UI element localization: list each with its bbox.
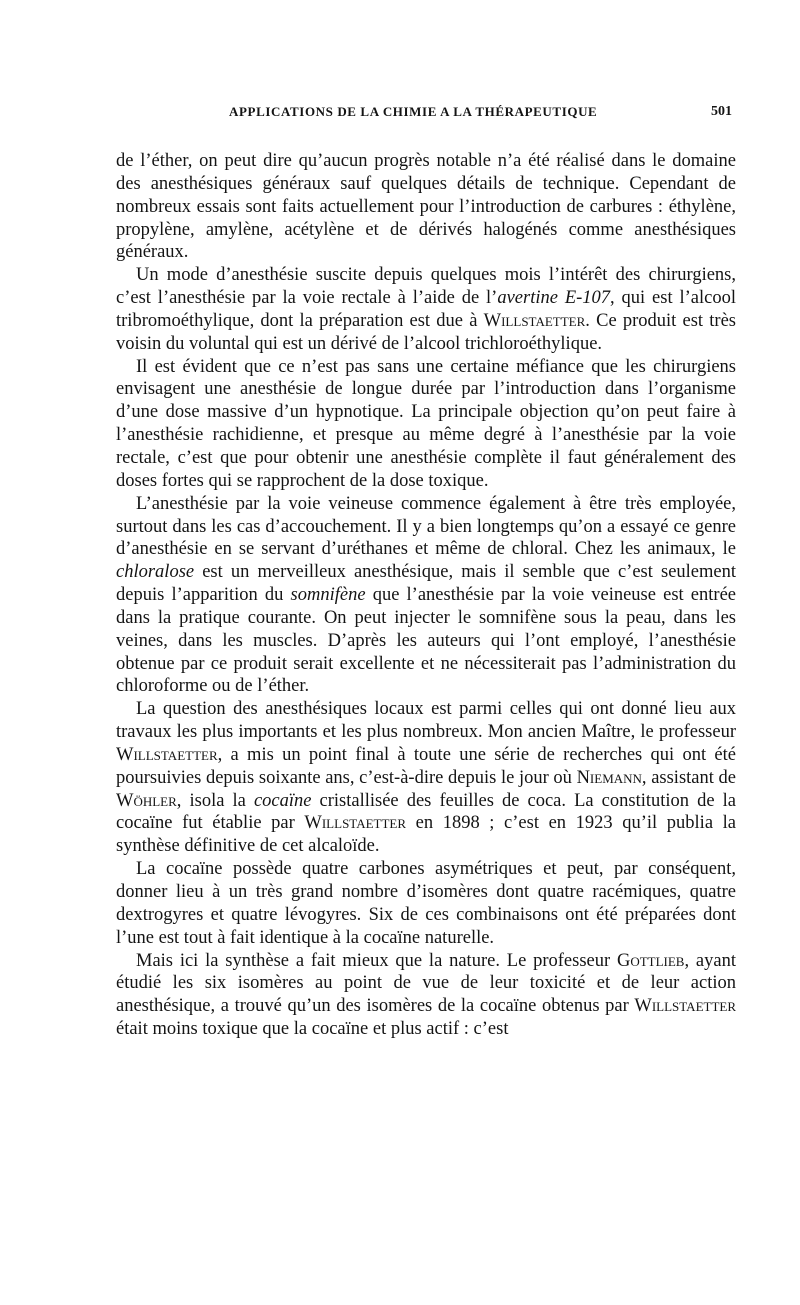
paragraph [116, 698, 736, 858]
text-run: , a mis un point final à toute une série de recherches qui ont été poursuivies depuis soixante ans, c’est-à-dire depuis le jour où [116, 744, 736, 788]
paragraph [116, 356, 736, 493]
text-run: Mais ici la synthèse a fait mieux que la nature. Le professeur [136, 950, 617, 971]
text-run: Il est évident que ce n’est pas sans une certaine méfiance que les chirurgiens envisagent une anesthésie de longue durée par l’introduction dans l’organisme d’une dose massive d’un hypnotique. La principale objection qu’on peut faire à l’anesthésie rachidienne, et presque au même degré à l’anesthésie par la voie rectale, c’est que pour obtenir une anesthésie complète il faut généralement des doses fortes qui se rapprochent de la dose toxique. [116, 356, 736, 491]
text-run: était moins toxique que la cocaïne et plus actif : c’est [116, 1019, 509, 1040]
paragraph [116, 264, 736, 355]
author-name: Wöhler [116, 790, 177, 811]
page-number: 501 [711, 104, 732, 119]
italic-term: avertine E-107 [497, 288, 611, 309]
text-run: L’anesthésie par la voie veineuse commence également à être très employée, surtout dans les cas d’accouchement. Il y a bien longtemps qu’on a essayé ce genre d’anesthésie en se servant d’uréthanes et même de chloral. Chez les animaux, le [116, 493, 736, 560]
text-run: La question des anesthésiques locaux est parmi celles qui ont donné lieu aux travaux les plus importants et les plus nombreux. Mon ancien Maître, le professeur [116, 699, 736, 743]
text-run: , qui est l’alcool tribromoéthylique, dont la préparation est due à [116, 288, 736, 331]
italic-term: chloralose [116, 562, 195, 583]
italic-term: somnifène [290, 585, 366, 606]
text-run: . Ce produit est très voisin du voluntal qui est un dérivé de l’alcool trichloroéthylique. [116, 310, 736, 354]
text-run: que l’anesthésie par la voie veineuse est entrée dans la pratique courante. On peut injecter le somnifène sous la peau, dans les veines, dans les muscles. D’après les auteurs qui l’ont employé, l’anesthésie obtenue par ce produit serait excellente et ne nécessiterait pas l’administration du chloroforme ou de l’éther. [116, 585, 736, 697]
paragraph [116, 950, 736, 1041]
text-run: , ayant étudié les six isomères au point de vue de leur toxicité et de leur action anesthésique, a trouvé qu’un des isomères de la cocaïne obtenus par [116, 950, 736, 1017]
author-name: Gottlieb [616, 950, 685, 971]
text-run: , assistant de [641, 767, 736, 788]
running-title: APPLICATIONS DE LA CHIMIE A LA THÉRAPEUTIQUE [229, 104, 598, 119]
text-run: en 1898 ; c’est en 1923 qu’il publia la synthèse définitive de cet alcaloïde. [116, 813, 736, 857]
paragraph [116, 150, 736, 264]
body-text [116, 150, 736, 1041]
author-name: Niemann [576, 767, 642, 788]
running-head [116, 104, 736, 128]
author-name: Willstaetter [304, 813, 407, 834]
text-run: est un merveilleux anesthésique, mais il semble que c’est seulement depuis l’apparition du [116, 562, 736, 606]
text-run: de l’éther, on peut dire qu’aucun progrès notable n’a été réalisé dans le domaine des anesthésiques généraux sauf quelques détails de technique. Cependant de nombreux essais sont faits actuellement pour l’introduction de carbures : éthylène, propylène, amylène, acétylène et de dérivés halogénés comme anesthésiques généraux. [116, 151, 736, 263]
paragraph [116, 493, 736, 699]
author-name: Willstaetter [634, 996, 736, 1017]
text-run: , isola la [176, 790, 254, 811]
author-name: Willstaetter [116, 744, 218, 765]
italic-term: cocaïne [253, 790, 312, 811]
text-run: La cocaïne possède quatre carbones asymétriques et peut, par conséquent, donner lieu à un très grand nombre d’isomères dont quatre racémiques, quatre dextrogyres et quatre lévogyres. Six de ces combinaisons ont été préparées dont l’une est tout à fait identique à la cocaïne naturelle. [116, 859, 736, 948]
text-run: Un mode d’anesthésie suscite depuis quelques mois l’intérêt des chirurgiens, c’est l’anesthésie par la voie rectale à l’aide de l’ [116, 265, 736, 309]
author-name: Willstaetter [483, 310, 586, 331]
paragraph [116, 858, 736, 949]
text-run: cristallisée des feuilles de coca. La constitution de la cocaïne fut établie par [116, 790, 736, 834]
